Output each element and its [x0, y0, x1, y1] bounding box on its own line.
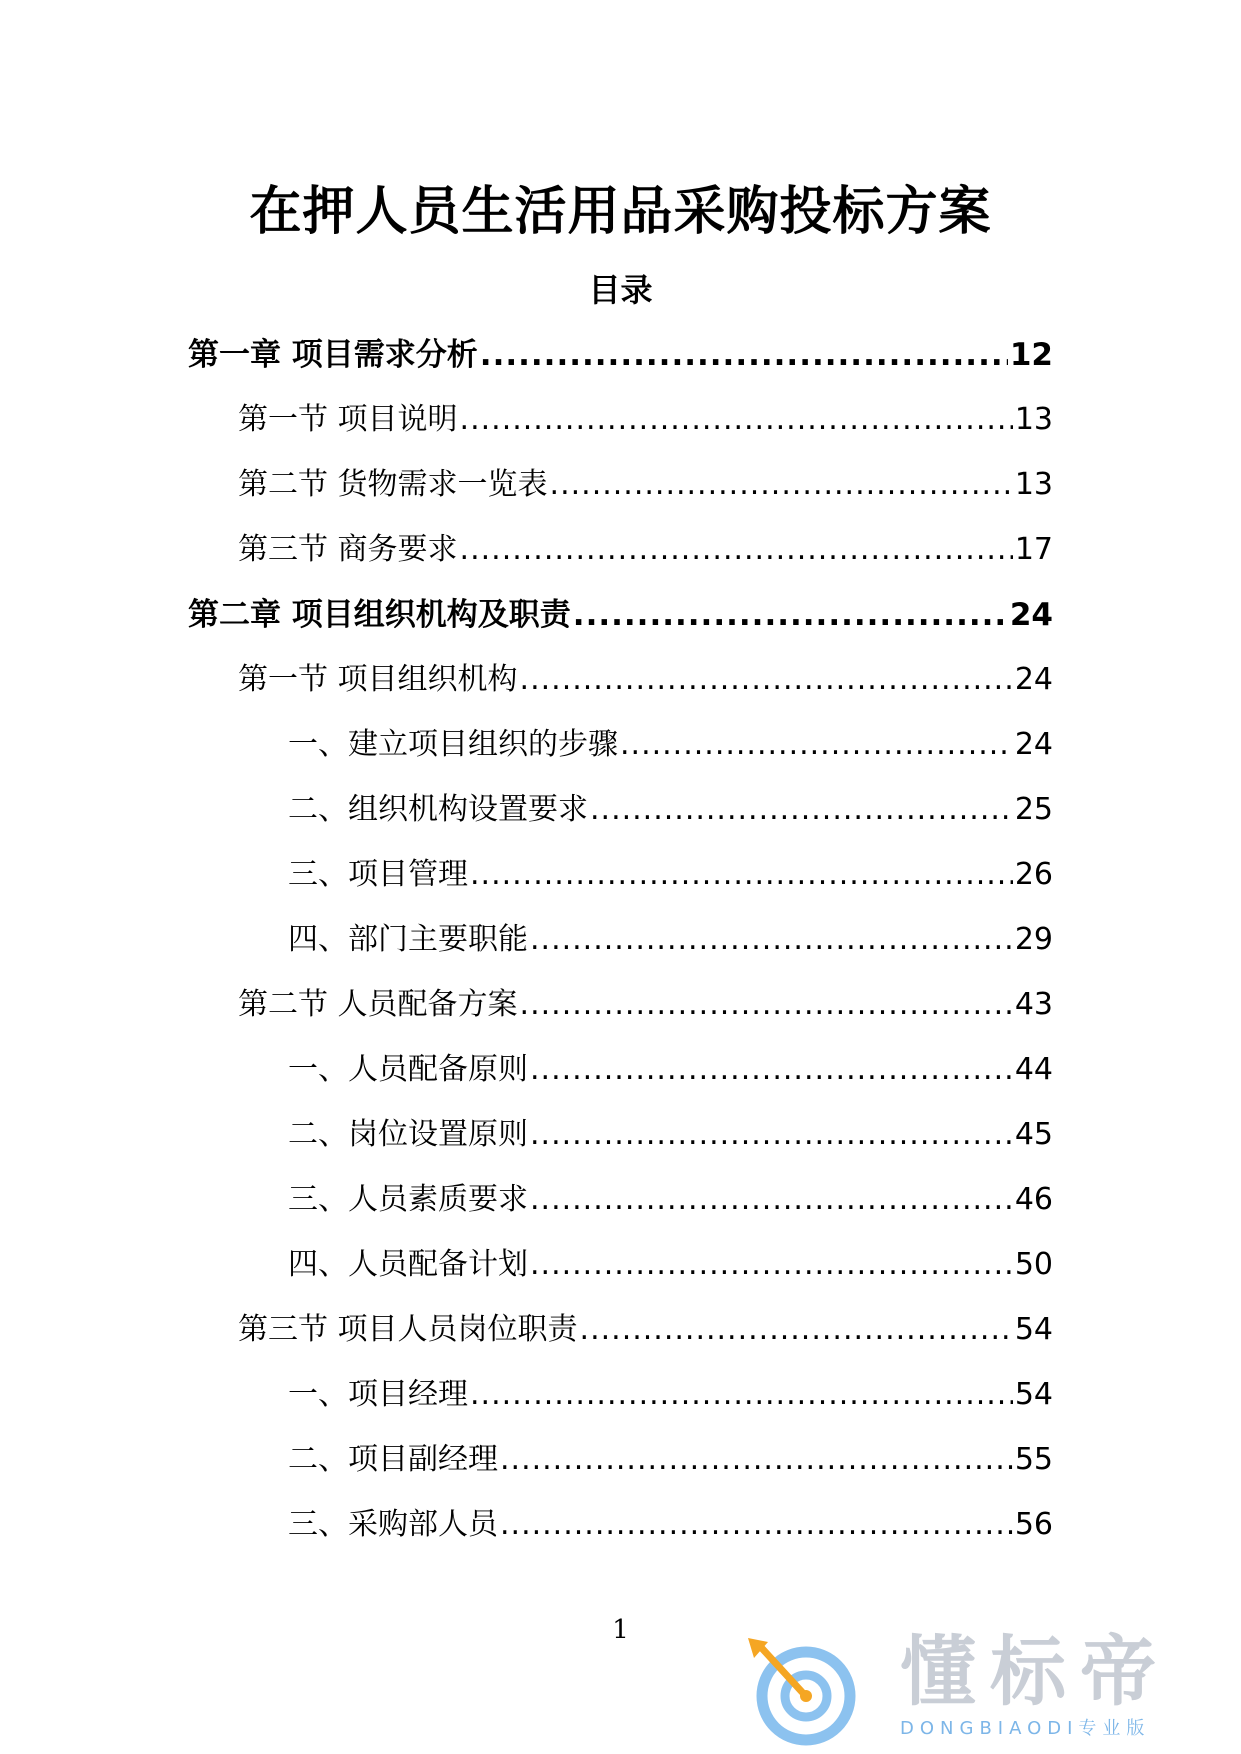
toc-entry-page: 24	[1014, 727, 1053, 762]
toc-heading: 目录	[588, 271, 653, 309]
toc-entry[interactable]	[188, 1045, 1053, 1110]
toc-entry[interactable]	[188, 525, 1053, 590]
toc-entry-label: 第二章 项目组织机构及职责	[188, 597, 571, 633]
watermark-brand-name: 懂标帝	[900, 1627, 1170, 1716]
toc-dot-leader	[460, 395, 1013, 445]
toc-entry-page: 44	[1014, 1052, 1053, 1087]
toc-entry-label: 二、项目副经理	[288, 1442, 498, 1477]
table-of-contents	[188, 330, 1053, 1565]
toc-dot-leader	[620, 720, 1013, 770]
toc-entry-label: 第二节 人员配备方案	[238, 987, 518, 1022]
toc-dot-leader	[530, 1045, 1013, 1095]
toc-entry-page: 43	[1014, 987, 1053, 1022]
toc-dot-leader	[470, 850, 1013, 900]
toc-dot-leader	[470, 1370, 1013, 1420]
document-title: 在押人员生活用品采购投标方案	[249, 182, 992, 242]
toc-entry-page: 12	[1009, 337, 1053, 373]
toc-dot-leader	[580, 1305, 1013, 1355]
toc-entry-label: 四、部门主要职能	[288, 922, 528, 957]
toc-entry[interactable]	[188, 395, 1053, 460]
toc-entry[interactable]	[188, 1435, 1053, 1500]
toc-entry-page: 46	[1014, 1182, 1053, 1217]
toc-entry-page: 17	[1014, 532, 1053, 567]
toc-entry-label: 三、采购部人员	[288, 1507, 498, 1542]
toc-entry-label: 二、岗位设置原则	[288, 1117, 528, 1152]
toc-dot-leader	[530, 915, 1013, 965]
toc-entry-label: 一、人员配备原则	[288, 1052, 528, 1087]
watermark-subtitle: DONGBIAODI专业版	[900, 1718, 1151, 1739]
toc-entry-label: 第三节 商务要求	[238, 532, 458, 567]
toc-dot-leader	[573, 590, 1008, 640]
toc-dot-leader	[530, 1110, 1013, 1160]
toc-dot-leader	[460, 525, 1013, 575]
toc-entry[interactable]	[188, 590, 1053, 655]
toc-entry[interactable]	[188, 1110, 1053, 1175]
toc-dot-leader	[550, 460, 1013, 510]
page-number: 1	[612, 1615, 629, 1645]
toc-dot-leader	[530, 1175, 1013, 1225]
toc-entry-page: 50	[1014, 1247, 1053, 1282]
toc-entry-label: 二、组织机构设置要求	[288, 792, 588, 827]
toc-entry[interactable]	[188, 1175, 1053, 1240]
toc-entry[interactable]	[188, 1370, 1053, 1435]
toc-dot-leader	[520, 980, 1013, 1030]
toc-entry-label: 四、人员配备计划	[288, 1247, 528, 1282]
toc-entry-page: 56	[1014, 1507, 1053, 1542]
toc-entry-label: 三、项目管理	[288, 857, 468, 892]
toc-entry-page: 54	[1014, 1312, 1053, 1347]
toc-dot-leader	[590, 785, 1013, 835]
toc-entry-page: 25	[1014, 792, 1053, 827]
toc-entry-label: 第三节 项目人员岗位职责	[238, 1312, 578, 1347]
toc-entry[interactable]	[188, 980, 1053, 1045]
toc-entry[interactable]	[188, 1500, 1053, 1565]
toc-entry-page: 45	[1014, 1117, 1053, 1152]
toc-entry-page: 24	[1009, 597, 1053, 633]
target-arrow-icon	[744, 1636, 864, 1746]
toc-entry-label: 第二节 货物需求一览表	[238, 467, 548, 502]
toc-entry-label: 第一章 项目需求分析	[188, 337, 478, 373]
toc-entry-label: 第一节 项目组织机构	[238, 662, 518, 697]
toc-entry-label: 第一节 项目说明	[238, 402, 458, 437]
toc-dot-leader	[530, 1240, 1013, 1290]
toc-entry-label: 一、项目经理	[288, 1377, 468, 1412]
toc-dot-leader	[500, 1500, 1013, 1550]
toc-entry-label: 一、建立项目组织的步骤	[288, 727, 618, 762]
toc-entry-page: 13	[1014, 402, 1053, 437]
toc-entry-page: 54	[1014, 1377, 1053, 1412]
toc-entry[interactable]	[188, 720, 1053, 785]
toc-entry[interactable]	[188, 655, 1053, 720]
toc-entry[interactable]	[188, 850, 1053, 915]
toc-entry-page: 26	[1014, 857, 1053, 892]
toc-entry-page: 24	[1014, 662, 1053, 697]
toc-dot-leader	[520, 655, 1013, 705]
toc-entry-page: 29	[1014, 922, 1053, 957]
toc-entry-page: 13	[1014, 467, 1053, 502]
toc-entry[interactable]	[188, 785, 1053, 850]
toc-entry[interactable]	[188, 460, 1053, 525]
toc-entry[interactable]	[188, 1240, 1053, 1305]
toc-dot-leader	[500, 1435, 1013, 1485]
toc-dot-leader	[480, 330, 1008, 380]
toc-entry[interactable]	[188, 330, 1053, 395]
toc-entry[interactable]	[188, 915, 1053, 980]
toc-entry[interactable]	[188, 1305, 1053, 1370]
toc-entry-label: 三、人员素质要求	[288, 1182, 528, 1217]
toc-entry-page: 55	[1014, 1442, 1053, 1477]
watermark	[740, 1626, 1220, 1746]
